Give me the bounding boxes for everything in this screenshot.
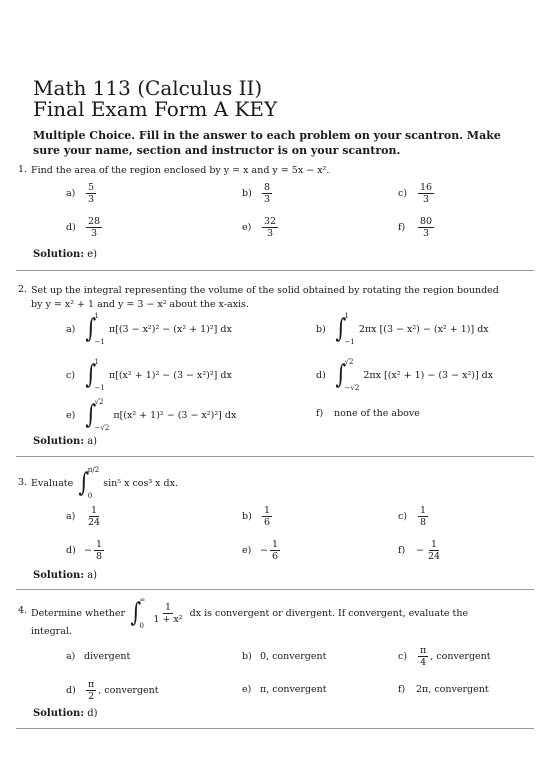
option-e[interactable] xyxy=(242,684,327,695)
option-text: π, convergent xyxy=(260,684,327,695)
fraction: $\frac{1}{8}$ xyxy=(420,505,427,528)
fraction: $\frac{80}{3}$ xyxy=(420,216,433,239)
option-d[interactable] xyxy=(66,539,106,562)
fraction: $\frac{1}{6}$ xyxy=(264,505,271,528)
fraction: $\frac{8}{3}$ xyxy=(264,182,271,205)
divider xyxy=(16,270,534,271)
option-label: e) xyxy=(242,545,252,556)
integral: ∫ √2 −√2 xyxy=(85,398,110,432)
option-label: f) xyxy=(398,684,406,695)
fraction: $\frac{32}{3}$ xyxy=(264,216,277,239)
option-f[interactable] xyxy=(398,684,489,695)
option-label: d) xyxy=(66,685,76,696)
divider xyxy=(16,728,534,729)
divider xyxy=(16,456,534,457)
option-label: d) xyxy=(66,545,76,556)
fraction: $\frac{\pi}{4}$ xyxy=(420,645,427,668)
fraction: $\frac{1}{6}$ xyxy=(271,539,279,562)
option-d[interactable] xyxy=(316,358,493,392)
integrand: sin⁵ x cos³ x dx. xyxy=(103,477,179,489)
option-label: a) xyxy=(66,188,76,199)
option-c[interactable] xyxy=(66,358,232,392)
integral: ∫ 1 −1 xyxy=(85,312,105,346)
fraction: $\frac{1}{24}$ xyxy=(427,539,441,562)
exam-title: Final Exam Form A KEY xyxy=(33,97,278,121)
option-e[interactable] xyxy=(242,539,282,562)
question-prompt: Set up the integral representing the volume of the solid obtained by rotating the region bounded by y = x² + 1 and y = 3 − x² about the x-axis. xyxy=(31,285,499,310)
divider xyxy=(16,589,534,590)
option-e[interactable] xyxy=(242,216,280,239)
prompt-prefix: Determine whether xyxy=(31,607,125,619)
fraction: $\frac{16}{3}$ xyxy=(420,182,433,205)
option-a[interactable] xyxy=(66,182,98,205)
fraction: $\frac{\pi}{2}$ xyxy=(88,679,95,702)
option-text: 2π, convergent xyxy=(416,684,489,695)
option-text: divergent xyxy=(84,651,131,662)
option-label: b) xyxy=(242,651,252,662)
option-label: d) xyxy=(66,222,76,233)
question-prompt: Find the area of the region enclosed by y = x and y = 5x − x². xyxy=(31,165,330,176)
option-label: f) xyxy=(398,222,406,233)
fraction: $\frac{1}{\text{1 + x²}}$ xyxy=(153,601,183,625)
question-number: 3. xyxy=(18,477,28,488)
integral: ∫ ∞ 0 xyxy=(130,596,146,630)
option-d[interactable] xyxy=(66,679,159,702)
option-label: f) xyxy=(316,408,324,419)
question-number: 2. xyxy=(18,284,28,295)
solution xyxy=(33,249,97,260)
sign: − xyxy=(416,545,424,556)
solution-label: Solution: xyxy=(33,436,85,447)
integrand: 2πx [(3 − x²) − (x² + 1)] dx xyxy=(358,323,489,335)
option-d[interactable] xyxy=(66,216,104,239)
question-number: 4. xyxy=(18,605,28,616)
option-c[interactable] xyxy=(398,645,491,668)
option-label: c) xyxy=(398,511,408,522)
option-b[interactable] xyxy=(316,312,489,346)
instructions: Multiple Choice. Fill in the answer to each problem on your scantron. Make sure your name, section and instructor is on your scantron. xyxy=(33,129,501,157)
option-b[interactable] xyxy=(242,182,274,205)
option-label: e) xyxy=(242,222,252,233)
integral: ∫ π/2 0 xyxy=(78,466,100,500)
option-text: none of the above xyxy=(334,408,420,419)
option-text: , convergent xyxy=(98,685,159,696)
option-a[interactable] xyxy=(66,651,130,662)
question-prompt xyxy=(31,466,178,500)
solution-answer: d) xyxy=(87,708,98,719)
integral: ∫ √2 −√2 xyxy=(335,358,360,392)
option-label: a) xyxy=(66,323,76,335)
fraction: $\frac{5}{3}$ xyxy=(88,182,95,205)
solution xyxy=(33,570,97,581)
option-f[interactable] xyxy=(398,216,436,239)
integrand: π[(3 − x²)² − (x² + 1)²] dx xyxy=(108,323,232,335)
option-label: a) xyxy=(66,651,76,662)
prompt-prefix: Evaluate xyxy=(31,477,74,489)
option-b[interactable] xyxy=(242,505,274,528)
option-text: , convergent xyxy=(430,651,491,662)
fraction: $\frac{1}{8}$ xyxy=(95,539,103,562)
fraction: $\frac{28}{3}$ xyxy=(88,216,101,239)
option-b[interactable] xyxy=(242,651,326,662)
solution-label: Solution: xyxy=(33,708,85,719)
option-label: e) xyxy=(242,684,252,695)
option-label: b) xyxy=(242,511,252,522)
option-c[interactable] xyxy=(398,182,436,205)
solution xyxy=(33,436,97,447)
option-label: c) xyxy=(398,651,408,662)
option-a[interactable] xyxy=(66,505,104,528)
course-title: Math 113 (Calculus II) xyxy=(33,76,263,100)
prompt-line-2: integral. xyxy=(31,626,72,637)
integral: ∫ 1 −1 xyxy=(335,312,355,346)
sign: − xyxy=(84,545,92,556)
option-c[interactable] xyxy=(398,505,430,528)
fraction: $\frac{1}{24}$ xyxy=(88,505,101,528)
solution-label: Solution: xyxy=(33,570,85,581)
option-a[interactable] xyxy=(66,312,232,346)
option-label: a) xyxy=(66,511,76,522)
option-label: d) xyxy=(316,369,326,381)
option-f[interactable] xyxy=(398,539,444,562)
integrand: 2πx [(x² + 1) − (3 − x²)] dx xyxy=(363,369,494,381)
option-label: f) xyxy=(398,545,406,556)
option-e[interactable] xyxy=(66,398,236,432)
solution-label: Solution: xyxy=(33,249,85,260)
solution-answer: e) xyxy=(87,249,98,260)
option-f[interactable] xyxy=(316,408,420,419)
question-number: 1. xyxy=(18,164,28,175)
solution-answer: a) xyxy=(87,436,98,447)
option-label: c) xyxy=(66,369,76,381)
option-label: e) xyxy=(66,409,76,421)
option-label: b) xyxy=(242,188,252,199)
solution xyxy=(33,708,98,719)
integrand: π[(x² + 1)² − (3 − x²)²] dx xyxy=(108,369,232,381)
option-text: 0, convergent xyxy=(260,651,327,662)
option-label: b) xyxy=(316,323,326,335)
sign: − xyxy=(260,545,268,556)
solution-answer: a) xyxy=(87,570,98,581)
integrand: π[(x² + 1)² − (3 − x²)²] dx xyxy=(113,409,237,421)
option-label: c) xyxy=(398,188,408,199)
integral: ∫ 1 −1 xyxy=(85,358,105,392)
prompt-suffix: dx is convergent or divergent. If convergent, evaluate the xyxy=(189,607,469,619)
